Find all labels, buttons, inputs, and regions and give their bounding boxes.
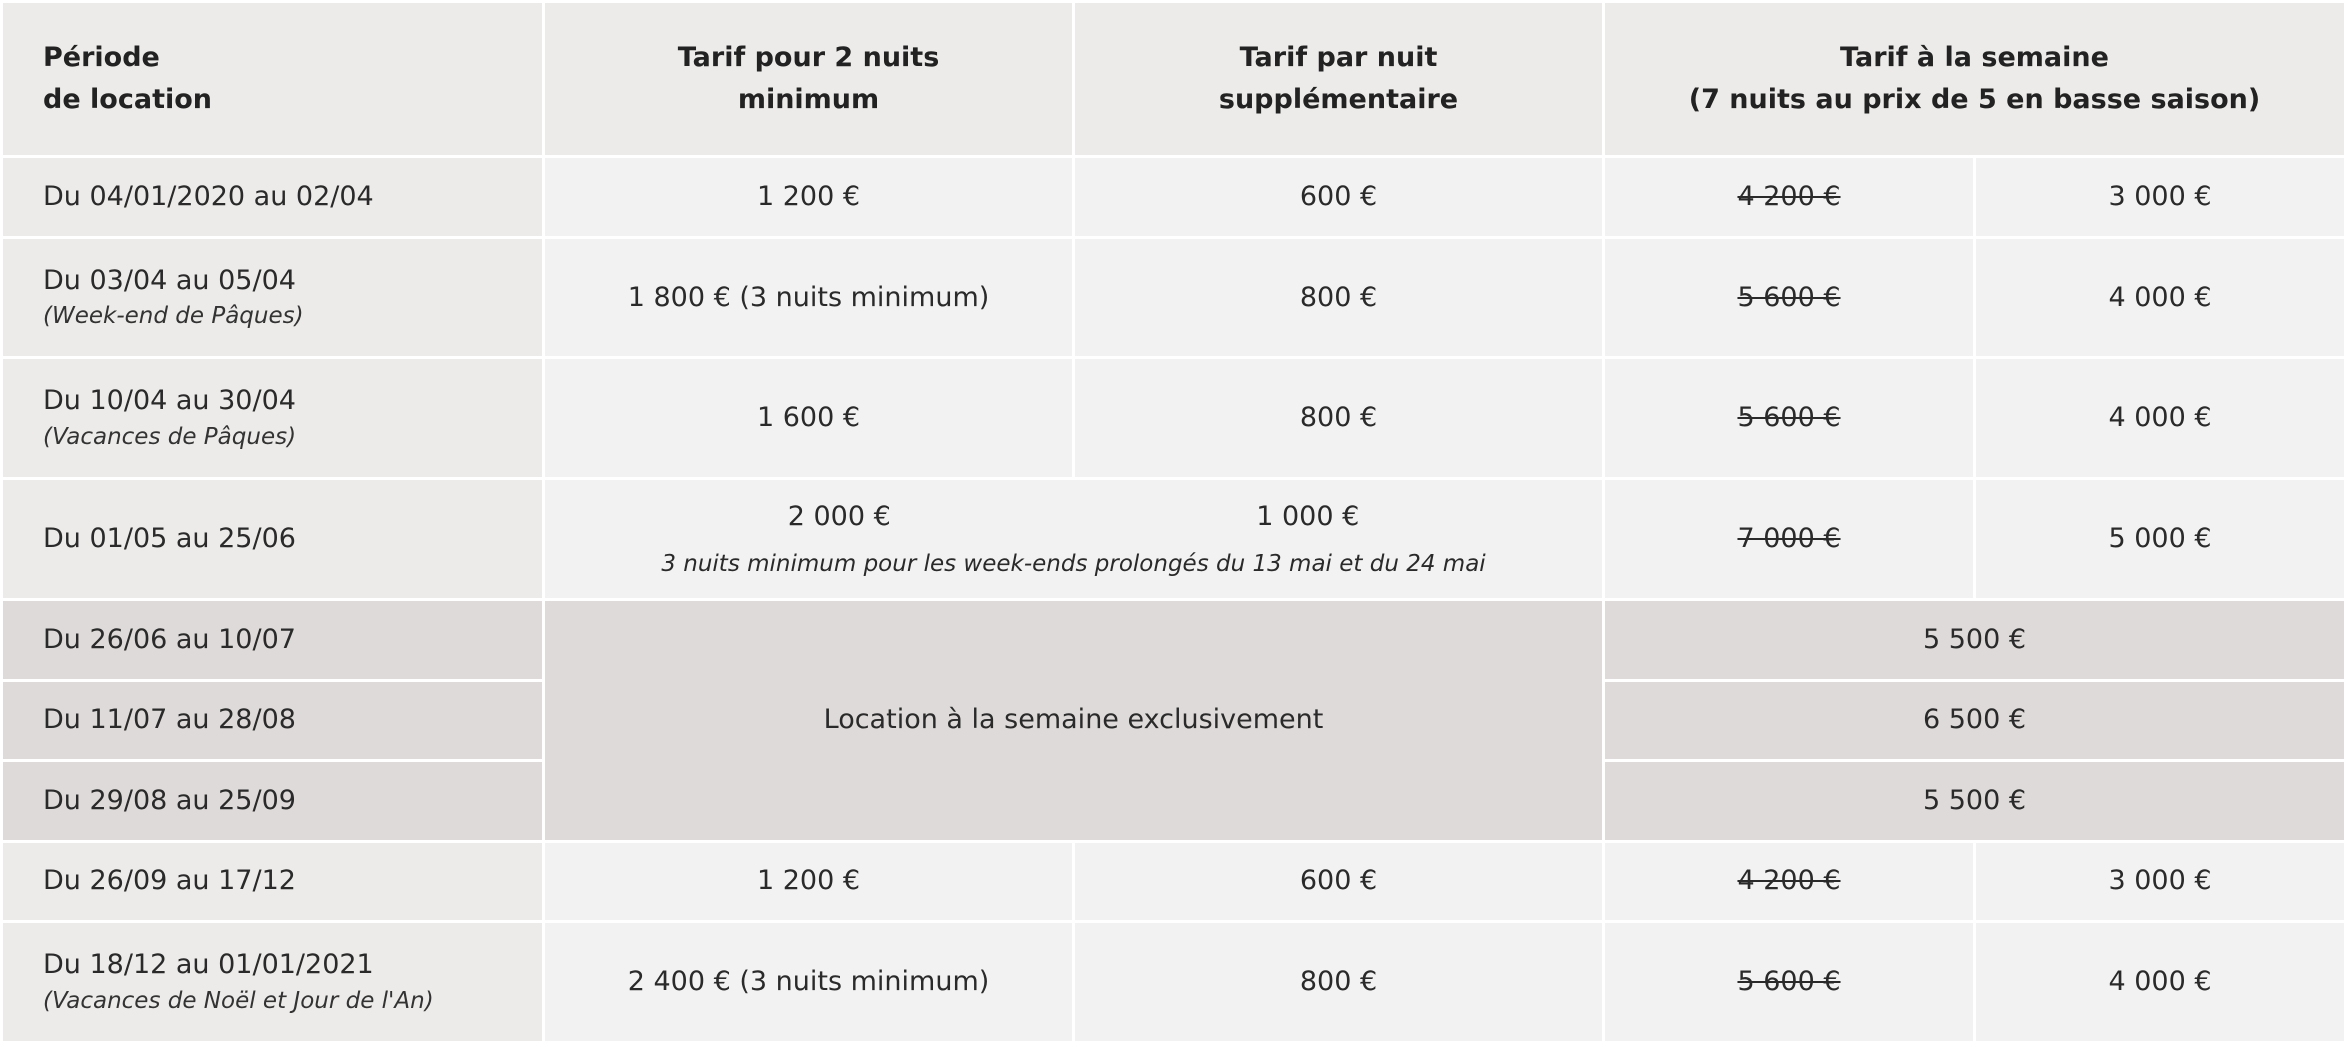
week-new-price: 3 000 €: [1975, 841, 2344, 922]
week-old-price: [1604, 358, 1975, 479]
two-nights-price: 2 000 €: [787, 501, 891, 533]
extra-night-price: 1 000 €: [1256, 501, 1360, 533]
period-cell: [2, 157, 544, 238]
period-text: Du 10/04 au 30/04: [43, 385, 296, 417]
exclusive-week-label: Location à la semaine exclusivement: [544, 599, 1604, 841]
table-row: [2, 922, 2344, 1043]
period-text: Du 04/01/2020 au 02/04: [43, 180, 374, 212]
week-price: 5 500 €: [1604, 599, 2344, 680]
header-extra-night: [1074, 2, 1604, 157]
period-text: Du 26/06 au 10/07: [43, 623, 296, 655]
header-period: [2, 2, 544, 157]
period-text: Du 03/04 au 05/04: [43, 264, 296, 296]
period-note: (Vacances de Noël et Jour de l'An): [43, 987, 434, 1014]
period-note: (Week-end de Pâques): [43, 303, 304, 330]
extra-night-price: 600 €: [1074, 157, 1604, 238]
week-old-price-text: 5 600 €: [1737, 966, 1841, 998]
period-text: Du 18/12 au 01/01/2021: [43, 949, 374, 981]
week-old-price-text: 4 200 €: [1737, 865, 1841, 897]
period-text: Du 29/08 au 25/09: [43, 784, 296, 816]
table-row: [2, 599, 2344, 680]
week-new-price: 3 000 €: [1975, 157, 2344, 238]
week-old-price-text: 4 200 €: [1737, 180, 1841, 212]
period-cell: [2, 680, 544, 761]
header-period-line-1: Période: [43, 42, 160, 73]
table-row: [2, 237, 2344, 358]
week-new-price: 4 000 €: [1975, 922, 2344, 1043]
week-new-price: 4 000 €: [1975, 358, 2344, 479]
table-row: [2, 479, 2344, 600]
period-cell: [2, 922, 544, 1043]
extra-night-price: 800 €: [1074, 922, 1604, 1043]
week-new-price: 5 000 €: [1975, 479, 2344, 600]
extra-night-price: 800 €: [1074, 237, 1604, 358]
period-text: Du 01/05 au 25/06: [43, 523, 296, 555]
week-old-price: [1604, 237, 1975, 358]
week-price: 6 500 €: [1604, 680, 2344, 761]
table-row: [2, 358, 2344, 479]
header-week: [1604, 2, 2344, 157]
week-old-price: [1604, 479, 1975, 600]
header-extra-night-line-2: supplémentaire: [1218, 84, 1459, 115]
period-cell: [2, 479, 544, 600]
week-old-price-text: 5 600 €: [1737, 281, 1841, 313]
merged-price-cell: [544, 479, 1604, 600]
header-two-nights-line-2: minimum: [737, 84, 880, 115]
period-note: (Vacances de Pâques): [43, 424, 297, 451]
header-week-line-1: Tarif à la semaine: [1840, 42, 2109, 73]
period-cell: [2, 358, 544, 479]
period-text: Du 11/07 au 28/08: [43, 704, 296, 736]
merged-note: 3 nuits minimum pour les week-ends prolongés du 13 mai et du 24 mai: [661, 550, 1486, 577]
extra-night-price: 800 €: [1074, 358, 1604, 479]
header-two-nights-line-1: Tarif pour 2 nuits: [677, 42, 940, 73]
week-old-price: [1604, 157, 1975, 238]
header-two-nights: [544, 2, 1074, 157]
two-nights-price: 1 200 €: [544, 157, 1074, 238]
two-nights-price: 1 800 € (3 nuits minimum): [544, 237, 1074, 358]
week-new-price: 4 000 €: [1975, 237, 2344, 358]
merged-prices: [545, 498, 1602, 536]
two-nights-price: 2 400 € (3 nuits minimum): [544, 922, 1074, 1043]
table-row: [2, 157, 2344, 238]
week-old-price: [1604, 841, 1975, 922]
period-cell: [2, 841, 544, 922]
two-nights-price: 1 200 €: [544, 841, 1074, 922]
period-cell: [2, 237, 544, 358]
header-week-line-2: (7 nuits au prix de 5 en basse saison): [1688, 84, 2261, 115]
period-cell: [2, 599, 544, 680]
two-nights-price: 1 600 €: [544, 358, 1074, 479]
table-row: [2, 841, 2344, 922]
period-text: Du 26/09 au 17/12: [43, 865, 296, 897]
week-old-price-text: 5 600 €: [1737, 402, 1841, 434]
week-old-price-text: 7 000 €: [1737, 523, 1841, 555]
period-cell: [2, 761, 544, 842]
header-row: [2, 2, 2344, 157]
week-price: 5 500 €: [1604, 761, 2344, 842]
header-extra-night-line-1: Tarif par nuit: [1239, 42, 1438, 73]
extra-night-price: 600 €: [1074, 841, 1604, 922]
week-old-price: [1604, 922, 1975, 1043]
header-period-line-2: de location: [43, 84, 213, 115]
